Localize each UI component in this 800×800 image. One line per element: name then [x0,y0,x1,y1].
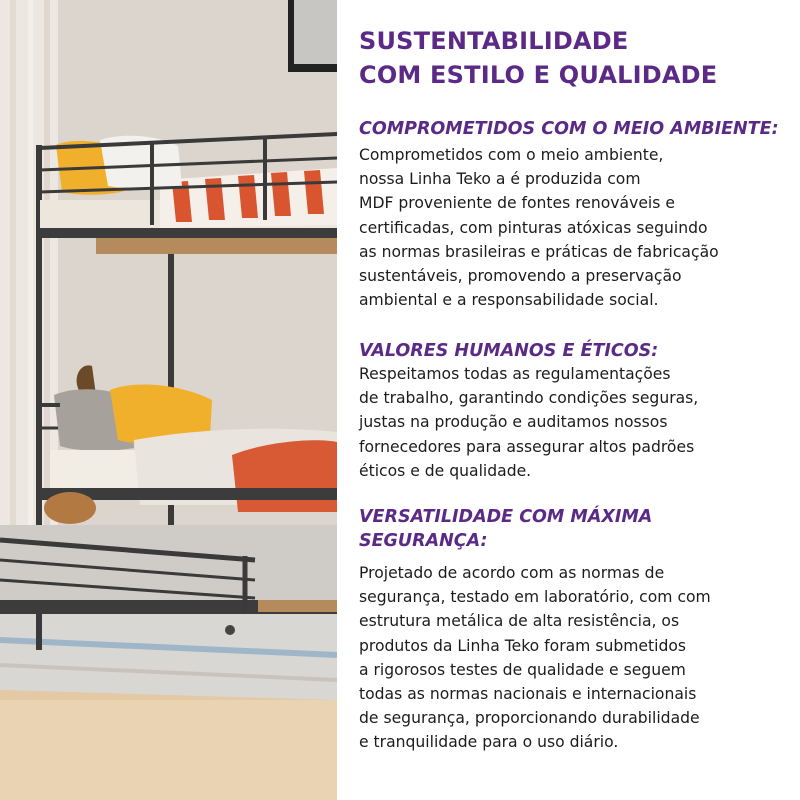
body-line: de trabalho, garantindo condições seguras, [359,389,699,408]
section-heading-environment: COMPROMETIDOS COM O MEIO AMBIENTE: [359,119,779,139]
body-line: produtos da Linha Teko foram submetidos [359,636,687,655]
section-heading-ethics: VALORES HUMANOS E ÉTICOS: [359,341,659,361]
body-line: a rigorosos testes de qualidade e seguem [359,660,686,679]
body-line: éticos e de qualidade. [359,461,532,480]
body-line: e tranquilidade para o uso diário. [359,733,619,752]
body-line: Comprometidos com o meio ambiente, [359,146,664,164]
body-line: nossa Linha Teko a é produzida com [359,170,641,189]
title-line-2: COM ESTILO E QUALIDADE [359,61,718,89]
section-body-safety [359,561,791,755]
body-line: as normas brasileiras e práticas de fabricação [359,242,719,261]
body-line: de segurança, proporcionando durabilidade [359,709,700,728]
section-body-environment [359,143,791,312]
section-heading-safety [359,505,652,553]
page-title [359,24,717,92]
title-line-1: SUSTENTABILIDADE [359,27,629,55]
body-line: ambiental e a responsabilidade social. [359,291,659,310]
body-line: certificadas, com pinturas atóxicas seguindo [359,218,708,237]
body-line: fornecedores para assegurar altos padrões [359,437,695,456]
body-line: sustentáveis, promovendo a preservação [359,267,682,286]
section-heading-safety-line-2: SEGURANÇA: [359,531,488,551]
body-line: segurança, testado em laboratório, com com [359,588,711,607]
info-panel [337,0,800,800]
section-heading-safety-line-1: VERSATILIDADE COM MÁXIMA [359,507,653,527]
body-line: justas na produção e auditamos nossos [359,413,668,432]
section-body-ethics [359,362,791,483]
body-line: Respeitamos todas as regulamentações [359,365,671,383]
body-line: Projetado de acordo com as normas de [359,564,665,582]
body-line: todas as normas nacionais e internacionais [359,685,697,704]
bunk-bed-photo [0,0,337,800]
body-line: estrutura metálica de alta resistência, os [359,612,680,631]
body-line: MDF proveniente de fontes renováveis e [359,194,675,213]
